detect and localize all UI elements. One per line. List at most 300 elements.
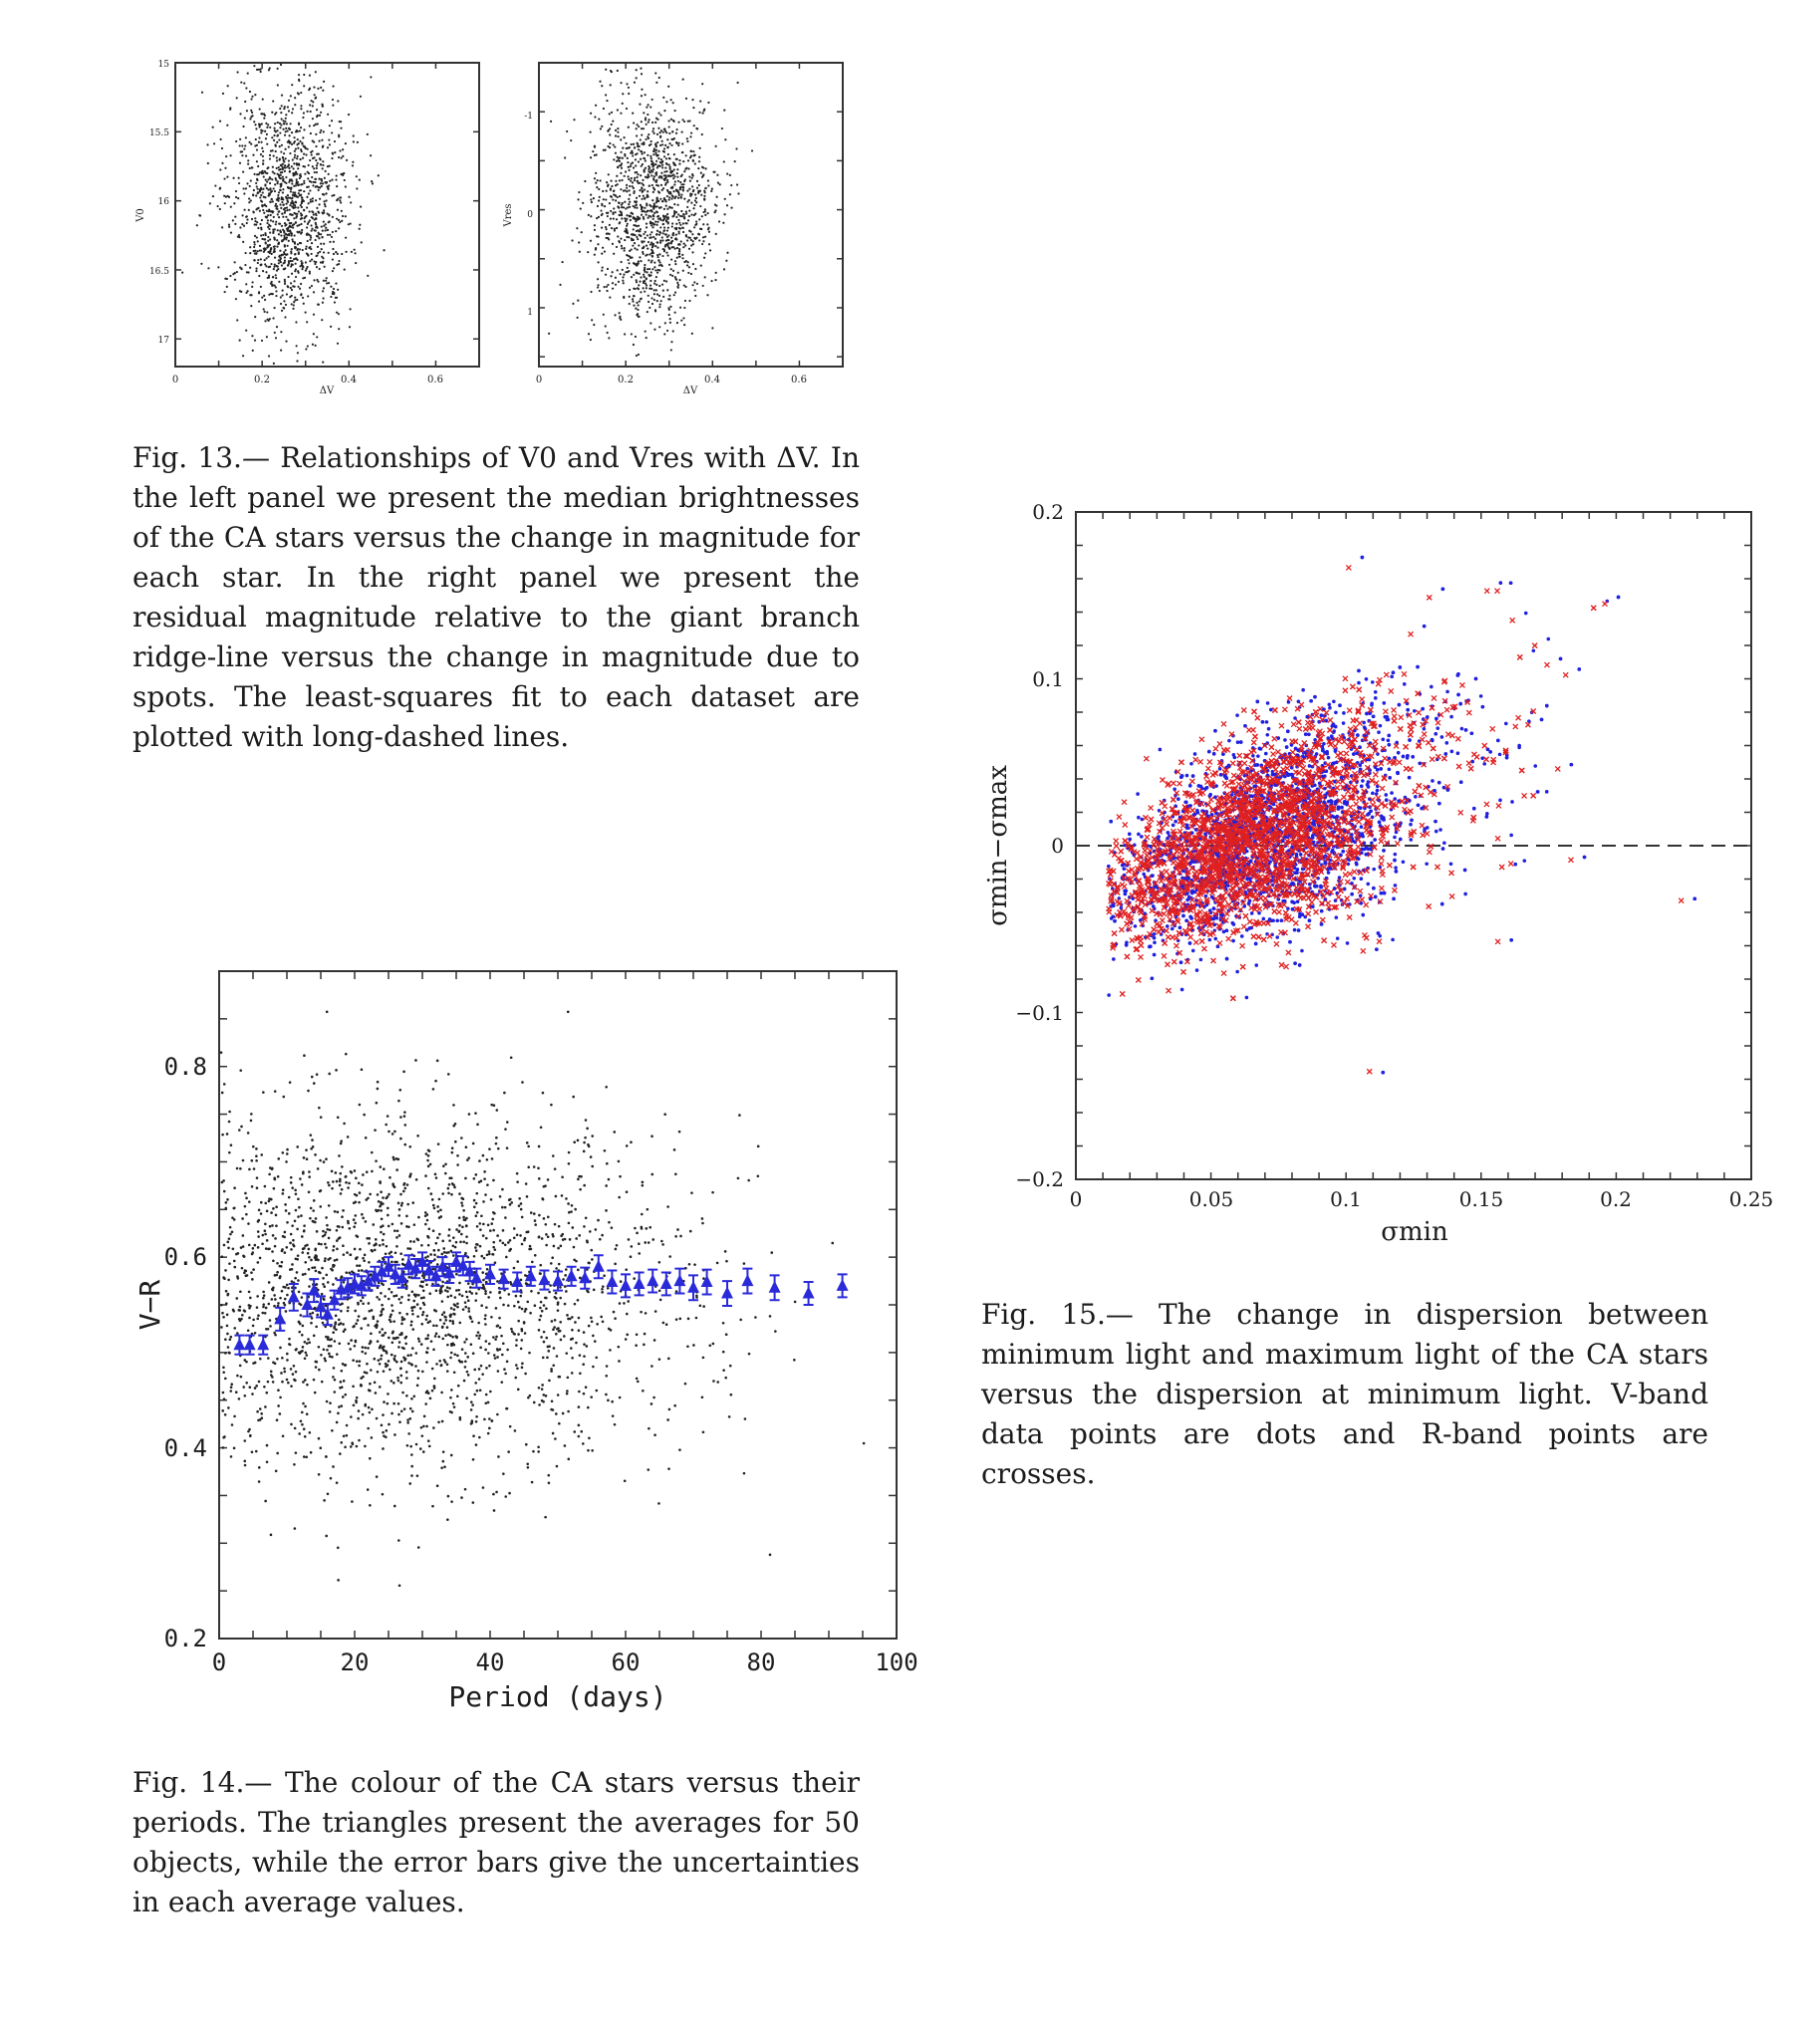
data-point [267, 256, 269, 258]
data-point [390, 1251, 392, 1254]
data-point [325, 280, 327, 282]
data-point [368, 1406, 371, 1409]
data-point [271, 1167, 274, 1170]
data-point [668, 206, 670, 208]
data-point [294, 1189, 297, 1192]
data-point [414, 1059, 417, 1062]
data-point [300, 148, 302, 150]
data-point [706, 223, 708, 225]
data-point [405, 1377, 408, 1380]
data-point [685, 154, 687, 156]
data-point [444, 1162, 447, 1165]
data-point [276, 1271, 279, 1274]
data-point [673, 153, 675, 155]
data-point [543, 1185, 546, 1188]
data-point [221, 1255, 224, 1258]
data-point [523, 1322, 526, 1325]
data-point [332, 270, 334, 272]
data-point [681, 130, 683, 132]
data-point [730, 206, 732, 208]
data-point [677, 204, 679, 206]
data-point [380, 1231, 383, 1234]
data-point [311, 242, 313, 244]
data-point [291, 165, 293, 167]
data-point [270, 1374, 273, 1377]
data-point [680, 197, 682, 199]
data-point [340, 196, 342, 198]
data-point [698, 156, 700, 158]
data-point [443, 1316, 446, 1319]
data-point [223, 177, 225, 179]
data-point [259, 223, 261, 225]
data-point [285, 304, 287, 306]
data-point [633, 224, 635, 226]
data-point [227, 1279, 230, 1282]
data-point [636, 134, 638, 136]
data-point [702, 1430, 705, 1433]
data-point [342, 1209, 345, 1212]
data-point [667, 153, 669, 155]
data-point [611, 227, 613, 229]
data-point [262, 1303, 265, 1306]
data-point [542, 1357, 545, 1360]
data-point [579, 1354, 582, 1357]
data-point [748, 1353, 751, 1356]
data-point [279, 108, 281, 110]
data-point [322, 290, 324, 292]
data-point [440, 1253, 443, 1256]
data-point [227, 1246, 230, 1249]
data-point [675, 189, 677, 191]
data-point [682, 79, 684, 81]
data-point [619, 222, 621, 224]
data-point [366, 1363, 369, 1366]
data-point [661, 189, 663, 191]
data-point [255, 223, 257, 225]
data-point [633, 288, 635, 290]
data-point [446, 1296, 449, 1299]
data-point [451, 1151, 454, 1154]
data-point [769, 1554, 772, 1557]
data-point [221, 162, 223, 164]
data-point [597, 278, 599, 280]
data-point [588, 1437, 591, 1440]
data-point [577, 1140, 580, 1142]
data-point [418, 1340, 421, 1343]
data-point [381, 1310, 384, 1313]
data-point [663, 198, 665, 200]
data-point [496, 1413, 499, 1416]
data-point [432, 1229, 435, 1232]
data-point [335, 1171, 338, 1174]
data-point [353, 134, 355, 136]
data-point [417, 1216, 420, 1219]
data-point [392, 1320, 395, 1323]
data-point [703, 195, 705, 197]
data-point [345, 1271, 348, 1274]
data-point [530, 1211, 533, 1214]
data-point [294, 241, 296, 243]
data-point [290, 232, 292, 234]
data-point [420, 1426, 423, 1429]
data-point [642, 190, 644, 192]
data-point [326, 1228, 329, 1231]
data-point [254, 259, 256, 261]
data-point [275, 295, 277, 297]
data-point [662, 248, 664, 250]
data-point [294, 154, 296, 156]
data-point [277, 268, 279, 270]
data-point [645, 231, 647, 233]
data-point [704, 208, 706, 210]
data-point [333, 253, 335, 255]
data-point [477, 1322, 480, 1325]
data-point [242, 1234, 245, 1237]
data-point [412, 1394, 415, 1397]
data-point [630, 163, 632, 165]
data-point [324, 205, 326, 207]
data-point [517, 1320, 520, 1323]
data-point [426, 1347, 429, 1350]
data-point [357, 1235, 360, 1238]
data-point [654, 72, 656, 74]
data-point [670, 99, 672, 101]
data-point [690, 150, 692, 152]
data-point [472, 1501, 475, 1504]
data-point [634, 177, 636, 179]
data-point [524, 1373, 527, 1376]
data-point [400, 1333, 403, 1336]
data-point [359, 1191, 362, 1194]
data-point [578, 1405, 581, 1408]
data-point [643, 157, 645, 159]
data-point [300, 92, 302, 94]
data-point [685, 98, 687, 100]
data-point [668, 198, 670, 200]
data-point [277, 122, 279, 124]
data-point [679, 307, 681, 309]
data-point [344, 269, 346, 271]
data-point [226, 125, 228, 127]
data-point [340, 1142, 343, 1145]
data-point [311, 230, 313, 232]
data-point [256, 236, 258, 238]
data-point [240, 1126, 243, 1129]
data-point [501, 1188, 504, 1191]
data-point [653, 1339, 656, 1342]
data-point [256, 1410, 259, 1413]
data-point [689, 237, 691, 239]
data-point [453, 1353, 456, 1356]
data-point [313, 291, 315, 293]
data-point [609, 127, 611, 129]
data-point [666, 1205, 669, 1208]
data-point [285, 176, 287, 178]
data-point [264, 263, 266, 265]
data-point [681, 142, 683, 144]
data-point [288, 163, 290, 165]
data-point [301, 1423, 304, 1426]
data-point [369, 1411, 372, 1414]
data-point [644, 291, 646, 293]
data-point [437, 1142, 440, 1145]
data-point [302, 136, 304, 138]
data-point [424, 1256, 427, 1259]
data-point [608, 173, 610, 175]
data-point [668, 132, 670, 134]
data-point [394, 1337, 397, 1340]
data-point [318, 237, 320, 239]
data-point [650, 155, 651, 157]
data-point [662, 97, 664, 99]
data-point [601, 1291, 604, 1294]
data-point [714, 279, 716, 281]
data-point [594, 1340, 597, 1343]
data-point [610, 84, 612, 86]
data-point [233, 1327, 236, 1330]
data-point [284, 134, 286, 136]
data-point [198, 214, 200, 216]
data-point [663, 229, 665, 231]
data-point [284, 207, 286, 209]
data-point [316, 207, 318, 209]
data-point [286, 1379, 289, 1382]
data-point [308, 192, 310, 194]
data-point [332, 1283, 335, 1286]
data-point [627, 223, 629, 225]
data-point [707, 102, 709, 104]
data-point [322, 212, 324, 214]
data-point [294, 296, 296, 298]
data-point [499, 1297, 502, 1300]
data-point [294, 104, 296, 106]
data-point [499, 1326, 502, 1329]
data-point [323, 251, 325, 253]
data-point [247, 290, 249, 292]
data-point [538, 1403, 541, 1406]
data-point [383, 1334, 386, 1337]
data-point [533, 1401, 536, 1404]
data-point [648, 121, 650, 123]
data-point [610, 210, 612, 212]
data-point [284, 1298, 287, 1301]
data-point [388, 1288, 390, 1291]
data-point [315, 223, 317, 225]
data-point [248, 1291, 251, 1294]
data-point [596, 217, 598, 219]
data-point [655, 174, 657, 176]
data-point [614, 1263, 617, 1266]
data-point [264, 1312, 267, 1315]
data-point [267, 188, 269, 190]
data-point [257, 192, 259, 194]
data-point [300, 194, 302, 196]
data-point [479, 1228, 482, 1231]
data-point [590, 1395, 593, 1398]
data-point [397, 1100, 400, 1103]
data-point [607, 130, 609, 132]
data-point [620, 82, 622, 84]
data-point [340, 1404, 343, 1407]
data-point [255, 1450, 258, 1453]
data-point [520, 1339, 523, 1342]
data-point [254, 1362, 257, 1365]
data-point [264, 1202, 267, 1205]
data-point [280, 254, 282, 256]
data-point [394, 1251, 397, 1254]
data-point [500, 1272, 503, 1275]
data-point [678, 279, 680, 281]
data-point [657, 190, 659, 192]
data-point [332, 258, 334, 260]
data-point [318, 203, 320, 205]
data-point [617, 166, 619, 168]
data-point [334, 301, 336, 303]
data-point [285, 341, 287, 343]
data-point [322, 261, 324, 263]
data-point [663, 226, 665, 228]
data-point [495, 1491, 498, 1494]
data-point [558, 1422, 561, 1425]
data-point [294, 299, 296, 301]
data-point [320, 112, 322, 114]
data-point [650, 106, 651, 108]
data-point [482, 1234, 485, 1237]
data-point [641, 1227, 644, 1230]
data-point [259, 249, 261, 251]
data-point [385, 1350, 388, 1353]
data-point [355, 1340, 358, 1343]
data-point [652, 179, 654, 181]
data-point [243, 1460, 246, 1463]
figure-14 [130, 961, 926, 1728]
data-point [276, 1418, 279, 1421]
data-point [692, 1344, 695, 1347]
data-point [244, 1205, 247, 1208]
data-point [557, 1303, 560, 1306]
data-point [293, 217, 295, 219]
data-point [464, 1488, 467, 1491]
data-point [266, 1460, 269, 1463]
data-point [582, 1363, 585, 1366]
data-point [236, 1332, 239, 1335]
data-point [724, 1377, 727, 1380]
data-point [504, 1128, 507, 1131]
data-point [676, 172, 678, 174]
data-point [641, 205, 643, 207]
data-point [361, 1213, 364, 1216]
data-point [623, 136, 625, 138]
data-point [392, 1295, 395, 1298]
data-point [214, 184, 216, 186]
data-point [644, 1241, 647, 1244]
data-point [239, 266, 241, 268]
data-point [642, 1184, 645, 1187]
data-point [545, 1233, 548, 1236]
data-point [323, 280, 325, 282]
fig13-left-xlabel: ΔV [319, 385, 335, 393]
data-point [446, 1286, 449, 1289]
data-point [341, 1165, 344, 1168]
data-point [577, 1299, 580, 1302]
data-point [282, 1235, 285, 1238]
data-point [602, 221, 604, 223]
data-point [405, 1394, 408, 1397]
data-point [385, 1124, 388, 1127]
data-point [628, 178, 630, 180]
data-point [590, 113, 592, 115]
data-point [641, 198, 643, 200]
data-point [306, 233, 308, 235]
data-point [397, 1298, 400, 1301]
data-point [666, 254, 668, 256]
data-point [246, 110, 248, 112]
data-point [285, 114, 287, 116]
data-point [315, 1326, 318, 1329]
data-point [234, 223, 236, 225]
data-point [422, 1311, 425, 1314]
data-point [677, 253, 679, 255]
data-point [399, 1375, 402, 1378]
data-point [651, 250, 653, 252]
data-point [268, 1281, 271, 1284]
data-point [656, 141, 658, 143]
data-point [496, 1356, 499, 1359]
data-point [399, 1138, 402, 1140]
data-point [301, 1411, 304, 1414]
data-point [489, 1229, 492, 1232]
data-point [253, 250, 255, 252]
data-point [602, 1321, 605, 1324]
data-point [245, 1197, 248, 1200]
data-point [641, 214, 643, 216]
data-point [722, 1369, 725, 1372]
data-point [419, 1447, 422, 1450]
data-point [500, 1335, 503, 1338]
data-point [240, 1318, 243, 1321]
data-point [579, 1372, 582, 1375]
data-point [656, 166, 658, 168]
data-point [516, 1260, 519, 1263]
data-point [200, 263, 202, 265]
data-point [618, 281, 620, 283]
data-point [398, 1584, 401, 1587]
data-point [341, 1215, 344, 1218]
data-point [451, 1146, 454, 1149]
data-point [605, 325, 607, 327]
data-point [687, 167, 689, 169]
data-point [519, 1234, 522, 1237]
data-point [228, 1237, 231, 1240]
data-point [250, 1120, 253, 1123]
data-point [633, 216, 635, 218]
data-point [256, 1295, 259, 1298]
data-point [449, 1314, 452, 1317]
data-point [409, 1445, 412, 1448]
data-point [665, 1323, 668, 1326]
data-point [667, 227, 669, 229]
data-point [425, 1283, 428, 1286]
data-point [223, 195, 225, 197]
data-point [310, 201, 312, 203]
data-point [334, 1259, 337, 1262]
data-point [267, 214, 269, 216]
data-point [287, 129, 289, 131]
data-point [475, 1214, 478, 1217]
data-point [355, 1401, 358, 1404]
data-point [729, 174, 731, 176]
data-point [724, 1250, 727, 1253]
